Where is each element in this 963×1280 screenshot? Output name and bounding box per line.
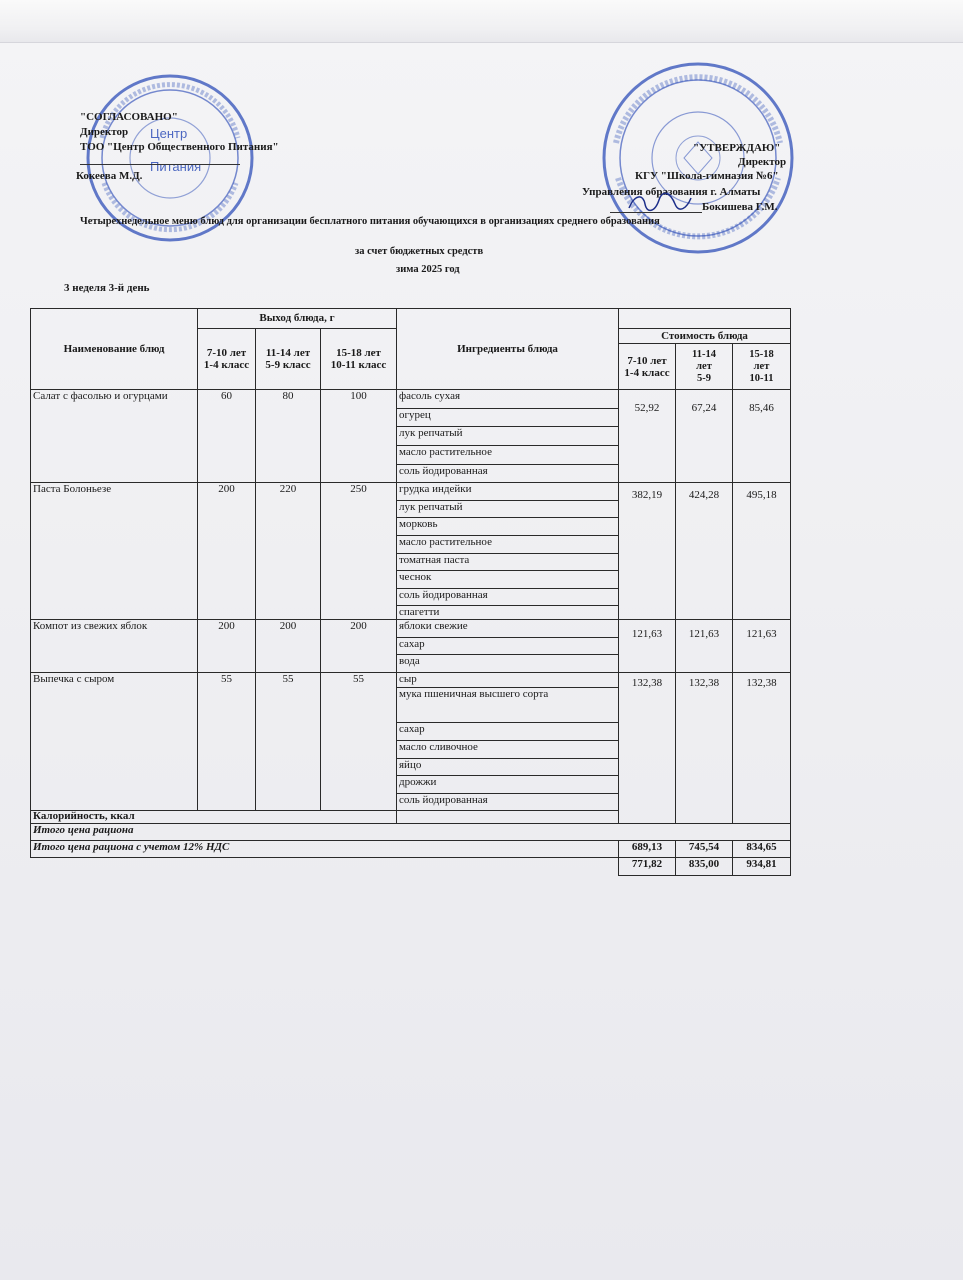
ingredient: яйцо xyxy=(397,758,619,776)
right-dept-name: Управления образования г. Алматы xyxy=(582,186,761,198)
header-cost-group-2: 11-14 лет 5-9 xyxy=(676,344,733,390)
dish-yield: 100 xyxy=(321,390,397,483)
total-vat-value: 771,82 xyxy=(619,858,676,876)
ingredient: масло сливочное xyxy=(397,741,619,759)
left-director-label: Директор xyxy=(80,126,129,138)
ingredient: морковь xyxy=(397,518,619,536)
ingredient: грудка индейки xyxy=(397,483,619,501)
ingredient: лук репчатый xyxy=(397,427,619,446)
dish-cost: 424,28 xyxy=(676,483,733,620)
dish-cost: 132,38 xyxy=(619,673,676,824)
ingredient: сыр xyxy=(397,673,619,688)
dish-cost: 132,38 xyxy=(676,673,733,824)
left-org-name: ТОО "Центр Общественного Питания" xyxy=(80,141,279,153)
dish-name: Паста Болоньезе xyxy=(31,483,198,620)
dish-yield: 55 xyxy=(198,673,256,811)
header-dish-name: Наименование блюд xyxy=(31,309,198,390)
total-value: 745,54 xyxy=(676,840,733,858)
ingredient: сахар xyxy=(397,637,619,655)
dish-yield: 200 xyxy=(198,620,256,673)
ingredient: сахар xyxy=(397,723,619,741)
ingredient: масло растительное xyxy=(397,446,619,465)
right-org-name: КГУ "Школа-гимназия №6" xyxy=(635,170,779,182)
left-signature-line xyxy=(80,164,240,165)
ingredient: яблоки свежие xyxy=(397,620,619,638)
dish-name: Выпечка с сыром xyxy=(31,673,198,811)
approved-label: "УТВЕРЖДАЮ" xyxy=(693,142,781,154)
calories-label: Калорийность, ккал xyxy=(31,811,397,824)
dish-cost: 132,38 xyxy=(733,673,791,824)
total-vat-value: 835,00 xyxy=(676,858,733,876)
header-yield: Выход блюда, г xyxy=(198,309,397,329)
stamp-word-pitanie: Питания xyxy=(150,159,202,174)
paper-top-edge xyxy=(0,0,963,43)
menu-table xyxy=(30,308,791,876)
total-value: 834,65 xyxy=(733,840,791,858)
ingredient: фасоль сухая xyxy=(397,390,619,409)
header-cost-group-3: 15-18 лет 10-11 xyxy=(733,344,791,390)
total-value: 689,13 xyxy=(619,840,676,858)
signature-scribble xyxy=(625,190,695,214)
dish-cost: 382,19 xyxy=(619,483,676,620)
header-cost-group-1: 7-10 лет 1-4 класс xyxy=(619,344,676,390)
ingredient: лук репчатый xyxy=(397,500,619,518)
document-subtitle: за счет бюджетных средств xyxy=(355,246,484,257)
document-title: Четырехнедельное меню блюд для организации бесплатного питания обучающихся в организациях среднего образования xyxy=(80,216,660,227)
right-director-label: Директор xyxy=(738,156,787,168)
total-label: Итого цена рациона xyxy=(31,824,791,840)
agreed-label: "СОГЛАСОВАНО" xyxy=(80,111,178,123)
dish-yield: 80 xyxy=(256,390,321,483)
dish-yield: 200 xyxy=(321,620,397,673)
header-cost: Стоимость блюда xyxy=(619,328,791,343)
ingredient: спагетти xyxy=(397,606,619,620)
dish-name: Компот из свежих яблок xyxy=(31,620,198,673)
stamp-word-center: Центр xyxy=(150,126,188,141)
dish-cost: 121,63 xyxy=(676,620,733,673)
dish-yield: 55 xyxy=(256,673,321,811)
dish-cost: 121,63 xyxy=(619,620,676,673)
header-ingredients: Ингредиенты блюда xyxy=(397,309,619,390)
document-season: зима 2025 год xyxy=(396,264,460,275)
ingredient: соль йодированная xyxy=(397,464,619,483)
ingredient: томатная паста xyxy=(397,553,619,571)
ingredient: соль йодированная xyxy=(397,588,619,606)
left-signer-name: Кокеева М.Д. xyxy=(76,170,143,182)
ingredient: масло растительное xyxy=(397,535,619,553)
header-yield-group-3: 15-18 лет 10-11 класс xyxy=(321,328,397,389)
dish-cost: 121,63 xyxy=(733,620,791,673)
header-yield-group-2: 11-14 лет 5-9 класс xyxy=(256,328,321,389)
right-signature-line xyxy=(610,212,702,213)
week-day-label: 3 неделя 3-й день xyxy=(64,282,150,294)
dish-cost: 67,24 xyxy=(676,390,733,483)
dish-yield: 220 xyxy=(256,483,321,620)
ingredient: дрожжи xyxy=(397,776,619,794)
total-vat-label: Итого цена рациона с учетом 12% НДС xyxy=(31,840,619,858)
header-yield-group-1: 7-10 лет 1-4 класс xyxy=(198,328,256,389)
dish-cost: 85,46 xyxy=(733,390,791,483)
ingredient: вода xyxy=(397,655,619,673)
dish-cost: 52,92 xyxy=(619,390,676,483)
dish-yield: 55 xyxy=(321,673,397,811)
dish-yield: 200 xyxy=(198,483,256,620)
total-vat-value: 934,81 xyxy=(733,858,791,876)
dish-yield: 60 xyxy=(198,390,256,483)
dish-cost: 495,18 xyxy=(733,483,791,620)
ingredient: мука пшеничная высшего сорта xyxy=(397,688,619,723)
right-signer-name: Бокишева Г.М. xyxy=(702,201,778,213)
ingredient: чеснок xyxy=(397,571,619,589)
dish-yield: 250 xyxy=(321,483,397,620)
ingredient: соль йодированная xyxy=(397,793,619,811)
ingredient: огурец xyxy=(397,408,619,427)
dish-yield: 200 xyxy=(256,620,321,673)
dish-name: Салат с фасолью и огурцами xyxy=(31,390,198,483)
